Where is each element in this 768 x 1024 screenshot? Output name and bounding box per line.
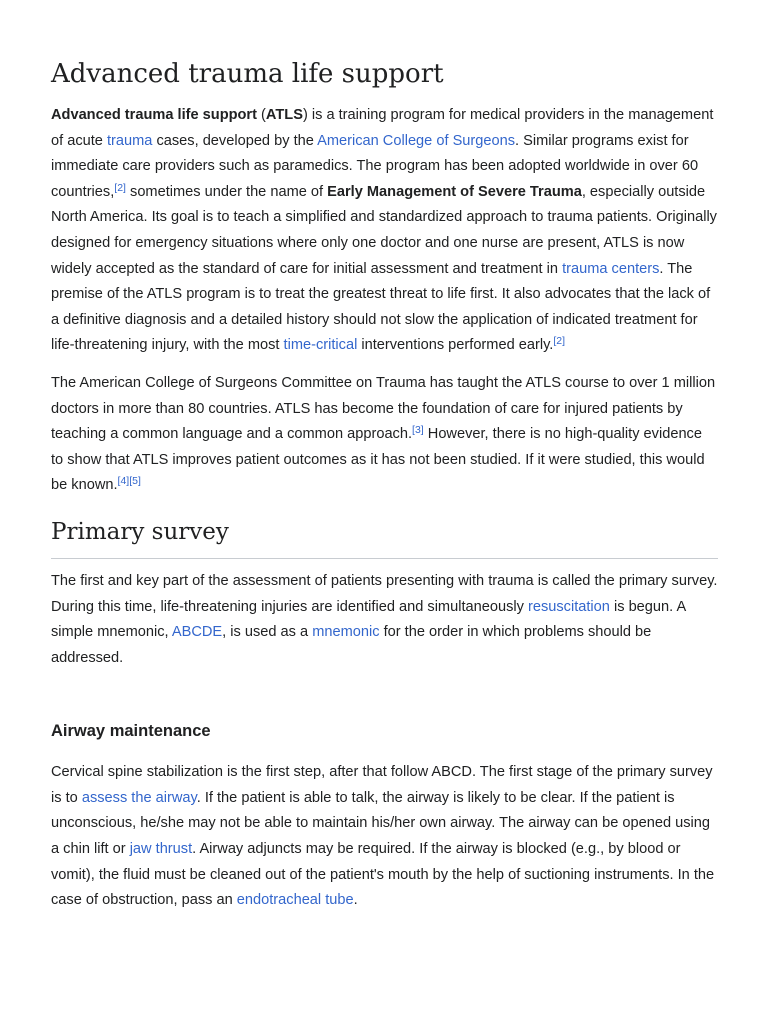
link-endotracheal-tube[interactable]: endotracheal tube bbox=[236, 892, 354, 909]
text-run: The American College of Surgeons Committee on Trauma has taught the ATLS course to over 1 million doctors in more than 80 countries. ATLS has become the foundation of care for injured patients by teaching a common language and a common approach. bbox=[51, 374, 716, 443]
text-run: Cervical spine stabilization is the first step, after that follow ABCD. The first stage of the primary survey is to bbox=[51, 764, 713, 806]
link-assess-the-airway[interactable]: assess the airway bbox=[81, 789, 197, 806]
text-run: for the order in which problems should be addressed. bbox=[51, 624, 652, 666]
link-time-critical[interactable]: time-critical bbox=[283, 337, 358, 354]
intro-paragraph-2 bbox=[51, 371, 718, 499]
link-trauma[interactable]: trauma bbox=[106, 132, 153, 149]
link-resuscitation[interactable]: resuscitation bbox=[527, 598, 610, 615]
subsection-heading-airway: Airway maintenance bbox=[51, 722, 211, 741]
reference-link[interactable]: [2] bbox=[553, 335, 566, 348]
link-american-college-of-surgeons[interactable]: American College of Surgeons bbox=[317, 132, 516, 149]
link-trauma-centers[interactable]: trauma centers bbox=[562, 260, 660, 277]
text-run: ( bbox=[256, 107, 266, 123]
text-run: ) is a training program for medical providers in the management of acute bbox=[51, 107, 714, 149]
text-run: The first and key part of the assessment of patients presenting with trauma is called the primary survey. During this time, life-threatening injuries are identified and simultaneously bbox=[51, 572, 718, 615]
text-run: . The premise of the ATLS program is to treat the greatest threat to life first. It also advocates that the lack of a definitive diagnosis and a detailed history should not slow the application of indicated treatment for life-threatening injury, with the most bbox=[51, 260, 711, 354]
primary-survey-paragraph bbox=[51, 569, 718, 671]
reference-link[interactable]: [3] bbox=[412, 424, 424, 437]
text-run: is begun. A simple mnemonic, bbox=[51, 598, 686, 641]
reference-3[interactable] bbox=[412, 424, 424, 436]
bold-term-emst: Early Management of Severe Trauma bbox=[327, 183, 582, 200]
text-run: cases, developed by the bbox=[152, 132, 318, 149]
text-run: , is used as a bbox=[222, 624, 313, 641]
reference-link[interactable]: [4] bbox=[117, 475, 130, 488]
intro-paragraph-1 bbox=[51, 103, 718, 359]
reference-5[interactable] bbox=[129, 475, 141, 487]
reference-4[interactable] bbox=[118, 475, 130, 487]
airway-paragraph bbox=[51, 760, 718, 914]
link-jaw-thrust[interactable]: jaw thrust bbox=[129, 841, 193, 858]
bold-term-atls-full: Advanced trauma life support bbox=[51, 107, 257, 123]
link-abcde[interactable]: ABCDE bbox=[171, 624, 223, 641]
page-title: Advanced trauma life support bbox=[51, 59, 444, 89]
bold-term-atls: ATLS bbox=[265, 107, 303, 123]
text-run: interventions performed early. bbox=[357, 337, 554, 354]
text-run: . Airway adjuncts may be required. If the airway is blocked (e.g., by blood or vomit), the fluid must be cleaned out of the patient's mouth by the help of suctioning instruments. In the case of obstruction, pass an bbox=[51, 841, 715, 909]
reference-2[interactable] bbox=[114, 182, 126, 194]
text-run: . Similar programs exist for immediate care providers such as paramedics. The program has been adopted worldwide in over 60 countries, bbox=[51, 132, 699, 200]
link-mnemonic[interactable]: mnemonic bbox=[312, 624, 380, 641]
text-run: . bbox=[353, 892, 358, 909]
text-run: . If the patient is able to talk, the airway is likely to be clear. If the patient is unconscious, he/she may not be able to maintain his/her own airway. The airway can be opened using a chin lift or bbox=[51, 789, 711, 858]
text-run: However, there is no high-quality evidence to show that ATLS improves patient outcomes as it has not been studied. If it were studied, this would be known. bbox=[51, 426, 705, 494]
section-heading-primary-survey: Primary survey bbox=[51, 516, 718, 559]
reference-link[interactable]: [2] bbox=[114, 181, 126, 194]
text-run: sometimes under the name of bbox=[125, 183, 328, 200]
reference-link[interactable]: [5] bbox=[129, 475, 141, 488]
reference-2b[interactable] bbox=[553, 335, 565, 347]
text-run: , especially outside North America. Its goal is to teach a simplified and standardized approach to trauma patients. Originally designed for emergency situations where only one doctor and one nurse are present, ATLS is now widely accepted as the standard of care for initial assessment and treatment in bbox=[51, 183, 717, 277]
